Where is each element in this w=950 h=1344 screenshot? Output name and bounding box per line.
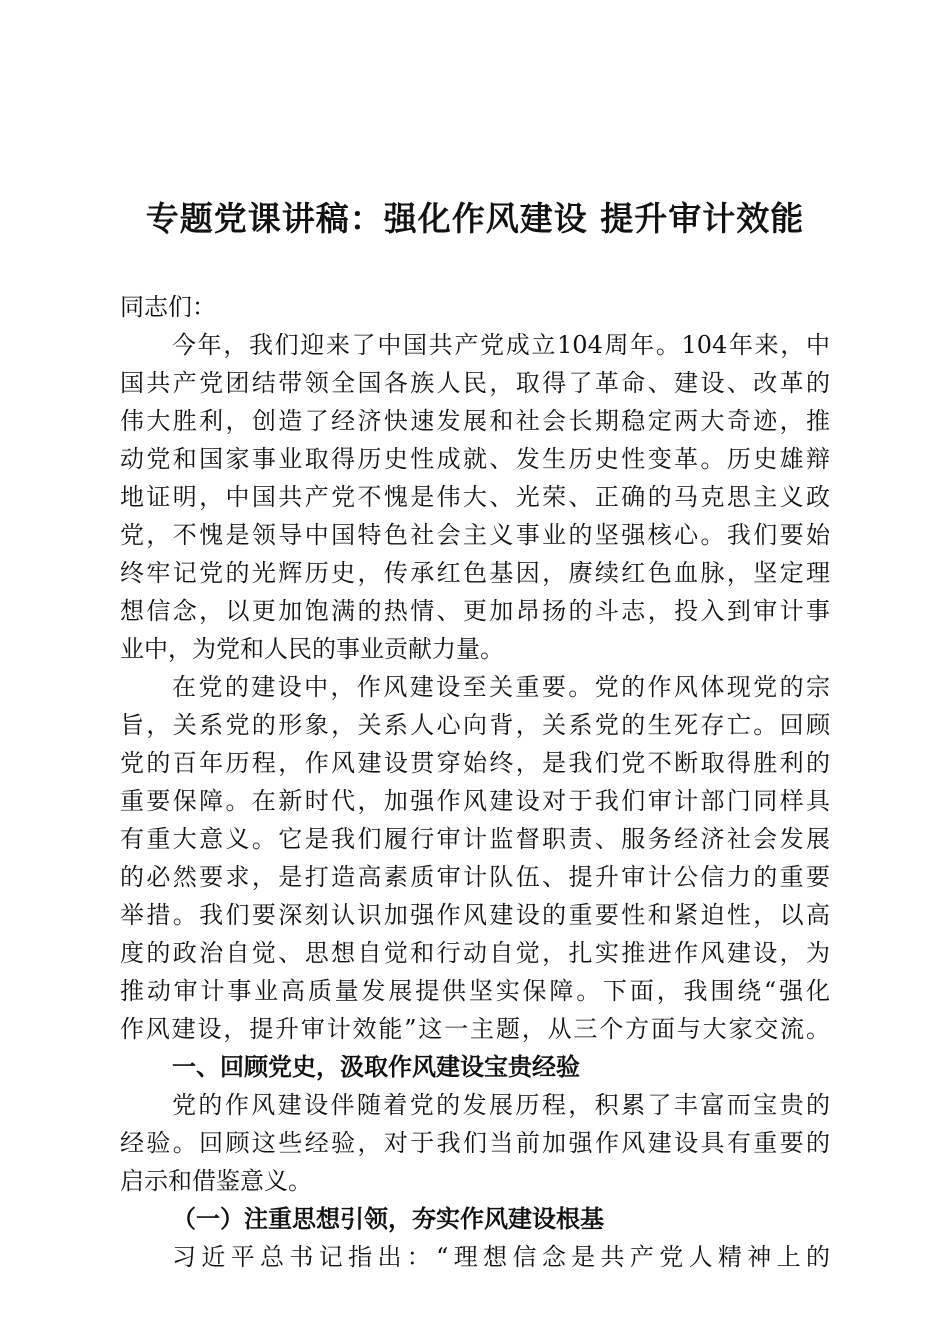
paragraph-2-line: 党的百年历程，作风建设贯穿始终，是我们党不断取得胜利的 [120,749,830,777]
paragraph-1-line: 动党和国家事业取得历史性成就、发生历史性变革。历史雄辩 [120,445,830,473]
paragraph-2-line: 推动审计事业高质量发展提供坚实保障。下面，我围绕“强化 [120,977,830,1005]
section-paragraph-line: 启示和借鉴意义。 [120,1167,312,1195]
document-body [120,288,830,1276]
paragraph-1-line: 党，不愧是领导中国特色社会主义事业的坚强核心。我们要始 [120,521,830,549]
section-paragraph-line: 经验。回顾这些经验，对于我们当前加强作风建设具有重要的 [120,1129,830,1157]
paragraph-2-line: 作风建设，提升审计效能”这一主题，从三个方面与大家交流。 [120,1015,830,1043]
paragraph-2-line: 重要保障。在新时代，加强作风建设对于我们审计部门同样具 [120,787,830,815]
paragraph-1-line: 伟大胜利，创造了经济快速发展和社会长期稳定两大奇迹，推 [120,407,830,435]
subsection-heading: （一）注重思想引领，夯实作风建设根基 [172,1204,604,1233]
paragraph-2-line: 在党的建设中，作风建设至关重要。党的作风体现党的宗 [172,673,830,701]
paragraph-1-line: 终牢记党的光辉历史，传承红色基因，赓续红色血脉，坚定理 [120,559,830,587]
paragraph-2-line: 有重大意义。它是我们履行审计监督职责、服务经济社会发展 [120,825,830,853]
paragraph-1-line: 地证明，中国共产党不愧是伟大、光荣、正确的马克思主义政 [120,483,830,511]
paragraph-1-line: 国共产党团结带领全国各族人民，取得了革命、建设、改革的 [120,369,830,397]
paragraph-2-line: 的必然要求，是打造高素质审计队伍、提升审计公信力的重要 [120,863,830,891]
subsection-paragraph-line: 习近平总书记指出：“理想信念是共产党人精神上的 [172,1243,830,1271]
salutation: 同志们： [120,293,216,321]
paragraph-1-line: 想信念，以更加饱满的热情、更加昂扬的斗志，投入到审计事 [120,597,830,625]
section-paragraph-line: 党的作风建设伴随着党的发展历程，积累了丰富而宝贵的 [172,1091,830,1119]
paragraph-2-line: 度的政治自觉、思想自觉和行动自觉，扎实推进作风建设，为 [120,939,830,967]
paragraph-2-line: 举措。我们要深刻认识加强作风建设的重要性和紧迫性，以高 [120,901,830,929]
document-title: 专题党课讲稿：强化作风建设 提升审计效能 [145,199,805,238]
section-heading: 一、回顾党史，汲取作风建设宝贵经验 [172,1053,580,1081]
paragraph-1-line: 今年，我们迎来了中国共产党成立104周年。104年来，中 [172,331,830,359]
paragraph-1-line: 业中，为党和人民的事业贡献力量。 [120,635,504,663]
paragraph-2-line: 旨，关系党的形象，关系人心向背，关系党的生死存亡。回顾 [120,711,830,739]
